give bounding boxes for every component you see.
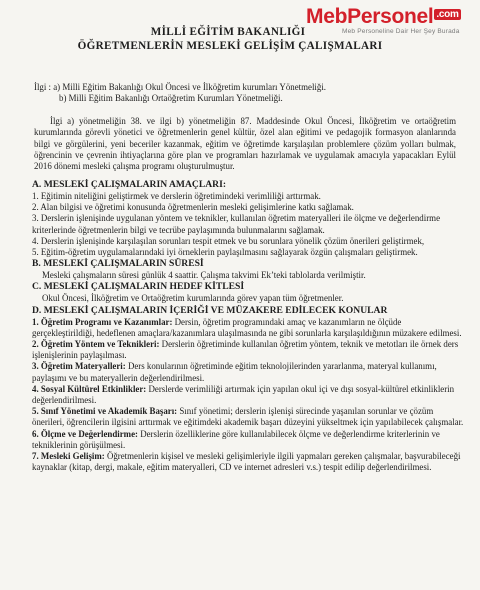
- section-d-item-6-label: 6. Ölçme ve Değerlendirme:: [32, 428, 138, 439]
- intro-paragraph: [34, 116, 456, 172]
- section-d-item-3-label: 3. Öğretim Materyalleri:: [32, 361, 126, 372]
- section-d-item-2-label: 2. Öğretim Yöntem ve Teknikleri:: [32, 339, 160, 350]
- section-d-item-1-label: 1. Öğretim Programı ve Kazanımlar:: [32, 316, 173, 327]
- section-a-item-5: 5. Eğitim-öğretim uygulamalarındaki iyi örneklerin paylaşılmasını sağlayarak özgün çalışmaları geliştirmek.: [32, 247, 418, 258]
- reference-a: İlgi : a) Milli Eğitim Bakanlığı Okul Öncesi ve İlköğretim kurumları Yönetmeliği.: [34, 82, 326, 92]
- ministry-title: MİLLİ EĞİTİM BAKANLIĞI: [150, 26, 306, 38]
- section-d-heading: D. MESLEKİ ÇALIŞMALARIN İÇERİĞİ VE MÜZAKERE EDİLECEK KONULAR: [32, 304, 388, 316]
- document-title: ÖĞRETMENLERİN MESLEKİ GELİŞİM ÇALIŞMALARI: [77, 40, 383, 52]
- section-d-item-4-label: 4. Sosyal Kültürel Etkinlikler:: [32, 383, 147, 394]
- section-d-item-1-text: Dersin, öğretim programındaki amaç ve kazanımların ne ölçüde gerçekleştirildiği, hedeflenen amaçlara/kazanımlara ulaşılmasında ne gibi sorunlarla karşılaşıldığının müzakere edilmesi.: [32, 316, 462, 338]
- section-b-heading: B. MESLEKİ ÇALIŞMALARIN SÜRESİ: [32, 258, 204, 270]
- section-d-item-4: [32, 384, 464, 406]
- section-d-item-2-text: Derslerin öğretiminde kullanılan öğretim yöntem, teknik ve metotları ile örnek ders işlenişlerinin paylaşılması.: [32, 339, 459, 361]
- reference-block: [34, 82, 456, 105]
- section-c-heading: C. MESLEKİ ÇALIŞMALARIN HEDEF KİTLESİ: [32, 281, 245, 293]
- section-d-item-4-text: Derslerde verimliliği artırmak için yapılan okul içi ve dışı sosyal-kültürel etkinliklerin değerlendirilmesi.: [32, 383, 455, 406]
- section-d-item-6: [32, 429, 464, 451]
- section-d-item-5-label: 5. Sınıf Yönetimi ve Akademik Başarı:: [32, 406, 178, 417]
- section-d-item-5-text: Sınıf yönetimi; derslerin işlenişi sürecinde yaşanılan sorunlar ve çözüm önerileri, öğrencilerin ilgisini arttırmak ve eğitimdeki akademik başarı düzeyini yükseltmek için yapılabilecek çalışmalar.: [32, 406, 464, 428]
- section-a-item-1: 1. Eğitimin niteliğini geliştirmek ve derslerin öğretimindeki verimliliği arttırmak.: [32, 191, 321, 201]
- section-a-heading: A. MESLEKİ ÇALIŞMALARIN AMAÇLARI:: [32, 179, 227, 190]
- section-d-item-1: [32, 317, 464, 339]
- section-d-item-5: [32, 406, 464, 428]
- section-d-item-3: [32, 361, 464, 383]
- logo-brand-tld: .com: [436, 9, 459, 20]
- section-a-item-2: 2. Alan bilgisi ve öğretimi konusunda öğretmenlerin mesleki gelişimlerine katkı sağlamak.: [32, 202, 354, 213]
- logo-brand-part1: Meb: [306, 5, 348, 28]
- document-body: [32, 179, 464, 473]
- reference-b: b) Milli Eğitim Bakanlığı Ortaöğretim Kurumları Yönetmeliği.: [59, 93, 283, 104]
- section-a-item-4: 4. Derslerin işlenişinde karşılaşılan sorunları tespit etmek ve bu sorunlara yönelik çözüm önerileri geliştirmek,: [32, 235, 425, 246]
- section-d-item-7-text: Öğretmenlerin kişisel ve mesleki gelişimleriyle ilgili yapmaları gereken çalışmalar, başvurabileceği kaynaklar (kitap, dergi, makale, eğitim materyalleri, CD ve internet adresleri v.s.) tespit edilip değerlendirilmesi.: [32, 451, 461, 473]
- logo-tagline: Meb Personeline Dair Her Şey Burada: [342, 28, 460, 35]
- section-d-item-3-text: Ders konularının öğretiminde eğitim teknolojilerinden yararlanma, materyal kullanımı, paylaşımı ve bu materyallerin değerlendirilmesi.: [32, 361, 437, 383]
- section-c-text: Okul Öncesi, İlköğretim ve Ortaöğretim kurumlarında görev yapan tüm öğretmenler.: [42, 293, 344, 304]
- section-b-text: Mesleki çalışmaların süresi günlük 4 saattir. Çalışma takvimi Ek’teki tablolarda verilmiştir.: [42, 270, 366, 281]
- intro-text: İlgi a) yönetmeliğin 38. ve ilgi b) yönetmeliğin 87. Maddesinde Okul Öncesi, İlköğretim ve ortaöğretim kurumlarında görevli yönetici ve öğretmenlerin genel kültür, özel alan eğitimi ve pedagojik formasyon alanlarında bilgi ve görgülerini, yeni beceriler kazanmak, eğitim ve öğretimde karşılaşılan problemlere çözüm yolları bulmak, öğrencinin ve çevrenin ihtiyaçlarına göre plan ve programları hazırlamak ve uygulamak amacıyla yapacakları Eylül 2016 dönemi mesleki çalışma programı oluşturulmuştur.: [34, 116, 456, 172]
- logo-wordmark: [306, 4, 474, 28]
- section-d-item-2: [32, 339, 464, 361]
- section-d-item-6-text: Derslerin özelliklerine göre kullanılabilecek ölçme ve değerlendirme kriterlerinin ve tekniklerinin görüşülmesi.: [32, 428, 440, 450]
- section-d-item-7: [32, 451, 464, 473]
- section-a-item-3: 3. Derslerin işlenişinde uygulanan yöntem ve teknikler, kullanılan öğretim materyalleri ile ölçme ve değerlendirme kriterlerinde öğretmenlerin bilgi ve tecrübe paylaşımında bulunmalarını sağlamak.: [32, 213, 441, 235]
- logo-brand-part2: Personel: [347, 5, 434, 28]
- section-d-item-7-label: 7. Mesleki Gelişim:: [32, 451, 105, 462]
